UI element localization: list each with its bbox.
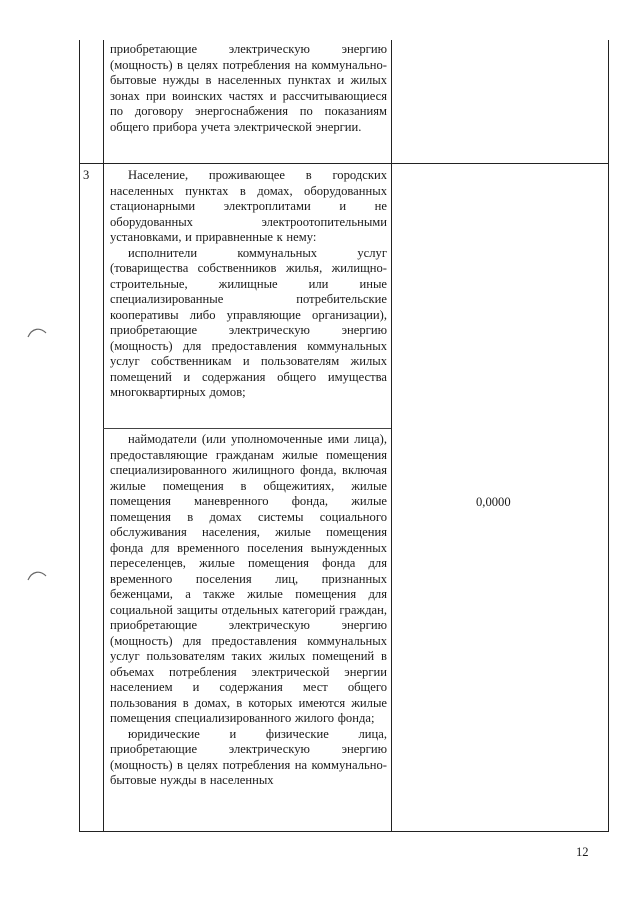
row-number: 3: [83, 168, 90, 182]
paragraph: Население, проживающее в городских населенных пунктах в домах, оборудованных стационарными электроплитами и не оборудованных электроотопительными установками, и приравненные к нему:: [110, 168, 387, 244]
column-divider-2: [391, 40, 392, 832]
paragraph: наймодатели (или уполномоченные ими лица), предоставляющие гражданам жилые помещения специализированного жилищного фонда, включая жилые помещения в общежитиях, жилые помещения маневренного фонда, жилые помещения в домах системы социального обслуживания населения, жилые помещения фонда для временного поселения вынужденных переселенцев, жилые помещения фонда для временного поселения лиц, признанных беженцами, а также жилые помещения для социальной защиты отдельных категорий граждан, приобретающие электрическую энергию (мощность) для предоставления коммунальных услуг пользователям таких жилых помещений в объемах потребления электрической энергии населением и содержания мест общего пользования в домах, в которых имеются жилые помещения специализированного жилого фонда;: [110, 432, 387, 725]
paragraph: исполнители коммунальных услуг (товарищества собственников жилья, жилищно-строительные, жилищные или иные специализированные потребительские кооперативы либо управляющие организации), приобретающие электрическую энергию (мощность) для предоставления коммунальных услуг собственникам и пользователям жилых помещений и содержания общего имущества многоквартирных домов;: [110, 245, 387, 399]
cell-subdivider: [103, 428, 391, 429]
tariff-value: 0,0000: [476, 495, 511, 509]
scan-mark-icon: [26, 568, 48, 582]
scan-mark-icon: [26, 325, 48, 339]
table-cell-description: [110, 168, 387, 401]
row-divider: [79, 163, 609, 164]
continued-text: приобретающие электрическую энергию (мощность) в целях потребления на коммунально-бытовые нужды в населенных пунктах и жилых зонах при воинских частях и рассчитывающиеся по договору энергоснабжения по показаниям общего прибора учета электрической энергии.: [110, 42, 387, 134]
table-cell-description-continued: [110, 432, 387, 789]
column-divider-1: [103, 40, 104, 832]
page-number: 12: [576, 845, 589, 859]
table-cell-continued: [110, 42, 387, 135]
paragraph: юридические и физические лица, приобретающие электрическую энергию (мощность) в целях потребления на коммунально-бытовые нужды в населенных: [110, 726, 387, 787]
